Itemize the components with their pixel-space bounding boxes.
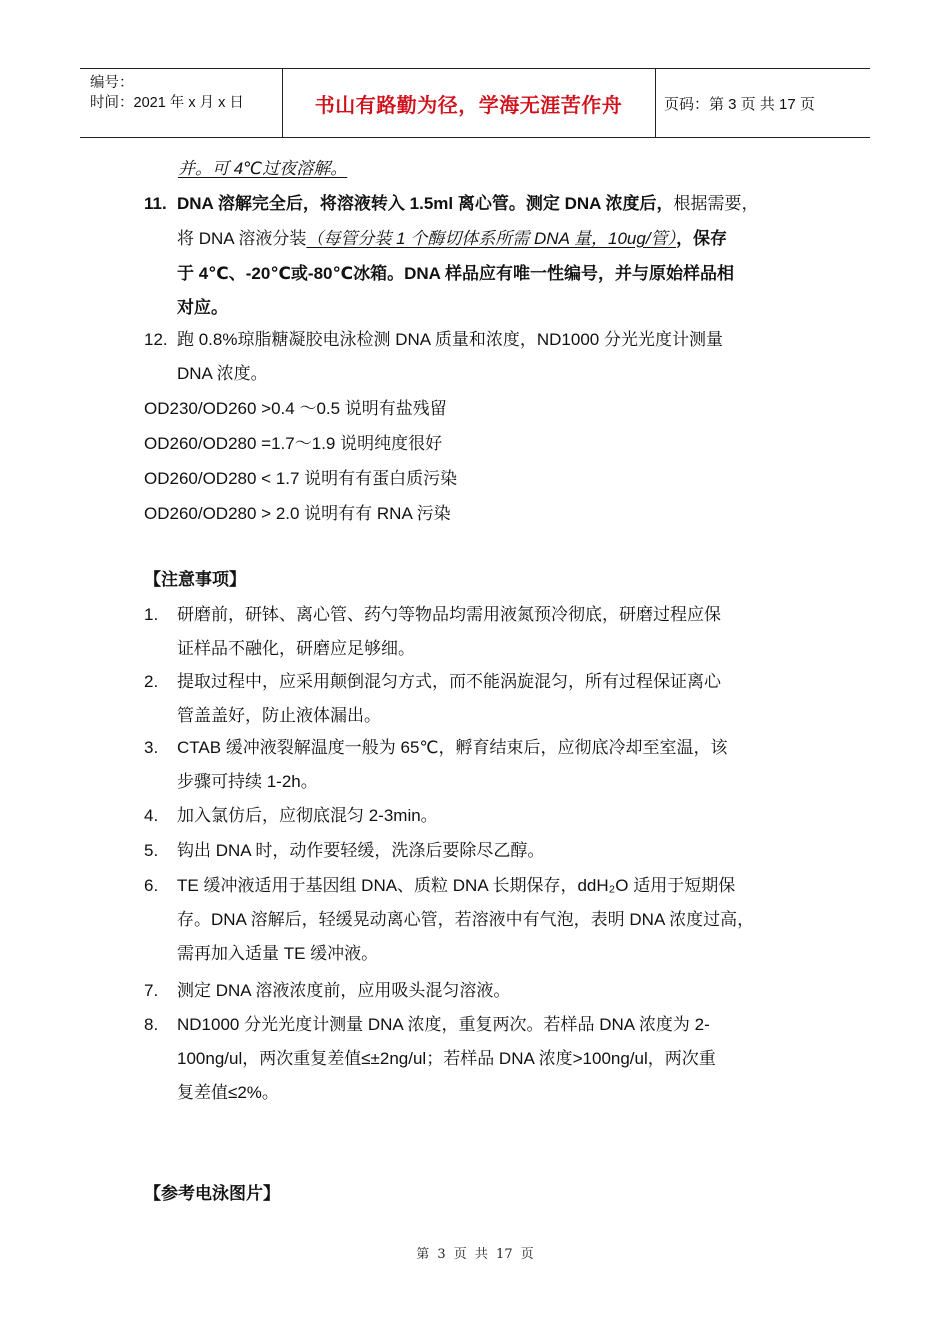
note-text: TE 缓冲液适用于基因组 DNA、质粒 DNA 长期保存，ddH₂O 适用于短期保 <box>177 876 736 895</box>
note-number: 1. <box>144 605 159 624</box>
note-number: 7. <box>144 981 159 1000</box>
step-text: 根据需要， <box>673 194 759 213</box>
header-motto: 书山有路勤为径，学海无涯苦作舟 <box>314 94 623 117</box>
note-number: 3. <box>144 738 159 757</box>
header-page-info: 页码：第 3 页 共 17 页 <box>664 95 815 113</box>
note-text: ND1000 分光光度计测量 DNA 浓度，重复两次。若样品 DNA 浓度为 2- <box>177 1015 710 1034</box>
document-number-label: 编号： <box>90 75 134 91</box>
note-number: 6. <box>144 876 159 895</box>
step-text: 将 DNA 溶液分装 <box>177 229 307 248</box>
note-number: 5. <box>144 841 159 860</box>
od-ratio-line: OD230/OD260 >0.4 ～0.5 说明有盐残留 <box>144 399 447 418</box>
reference-images-heading: 【参考电泳图片】 <box>144 1184 280 1203</box>
header-meta <box>80 69 282 137</box>
note-text: 提取过程中，应采用颠倒混匀方式，而不能涡旋混匀，所有过程保证离心 <box>177 672 721 691</box>
note-text: 100ng/ul，两次重复差值≤±2ng/ul；若样品 DNA 浓度>100ng/ul，两次重 <box>177 1049 716 1068</box>
notes-heading: 【注意事项】 <box>144 570 246 589</box>
page-header <box>80 68 870 138</box>
document-date-label: 时间：2021 年 x 月 x 日 <box>90 95 244 111</box>
step-number: 12. <box>144 330 168 349</box>
step-text: 跑 0.8%琼脂糖凝胶电泳检测 DNA 质量和浓度，ND1000 分光光度计测量 <box>177 330 723 349</box>
note-text: 研磨前，研钵、离心管、药勺等物品均需用液氮预冷彻底，研磨过程应保 <box>177 605 721 624</box>
carry-over-line: 并。可 4℃过夜溶解。 <box>178 159 348 178</box>
step-text: DNA 浓度。 <box>177 364 268 383</box>
step-text-bold: ，保存 <box>676 229 728 248</box>
note-text: 管盖盖好，防止液体漏出。 <box>177 706 381 725</box>
step-text-bold: 于 4℃、-20℃或-80℃冰箱。DNA 样品应有唯一性编号，并与原始样品相 <box>177 264 734 283</box>
note-number: 2. <box>144 672 159 691</box>
note-text: 证样品不融化，研磨应足够细。 <box>177 639 415 658</box>
note-text: 步骤可持续 1-2h。 <box>177 772 318 791</box>
note-text: 测定 DNA 溶液浓度前，应用吸头混匀溶液。 <box>177 981 511 1000</box>
note-number: 4. <box>144 806 159 825</box>
note-text: CTAB 缓冲液裂解温度一般为 65℃，孵育结束后，应彻底冷却至室温，该 <box>177 738 728 757</box>
od-ratio-line: OD260/OD280 > 2.0 说明有有 RNA 污染 <box>144 504 451 523</box>
page-footer: 第 3 页 共 17 页 <box>416 1247 534 1262</box>
od-ratio-line: OD260/OD280 < 1.7 说明有有蛋白质污染 <box>144 469 458 488</box>
note-text: 存。DNA 溶解后，轻缓晃动离心管，若溶液中有气泡，表明 DNA 浓度过高， <box>177 910 755 929</box>
note-number: 8. <box>144 1015 159 1034</box>
step-note-italic: （每管分装 1 个酶切体系所需 DNA 量，10ug/管） <box>306 229 677 248</box>
step-text-bold: 对应。 <box>177 298 228 317</box>
note-text: 复差值≤2%。 <box>177 1083 279 1102</box>
note-text: 加入氯仿后，应彻底混匀 2-3min。 <box>177 806 438 825</box>
note-text: 需再加入适量 TE 缓冲液。 <box>177 944 379 963</box>
note-text: 钩出 DNA 时，动作要轻缓，洗涤后要除尽乙醇。 <box>177 841 545 860</box>
od-ratio-line: OD260/OD280 =1.7～1.9 说明纯度很好 <box>144 434 443 453</box>
step-number: 11. <box>144 194 167 213</box>
step-text-bold: DNA 溶解完全后，将溶液转入 1.5ml 离心管。测定 DNA 浓度后， <box>177 194 674 213</box>
